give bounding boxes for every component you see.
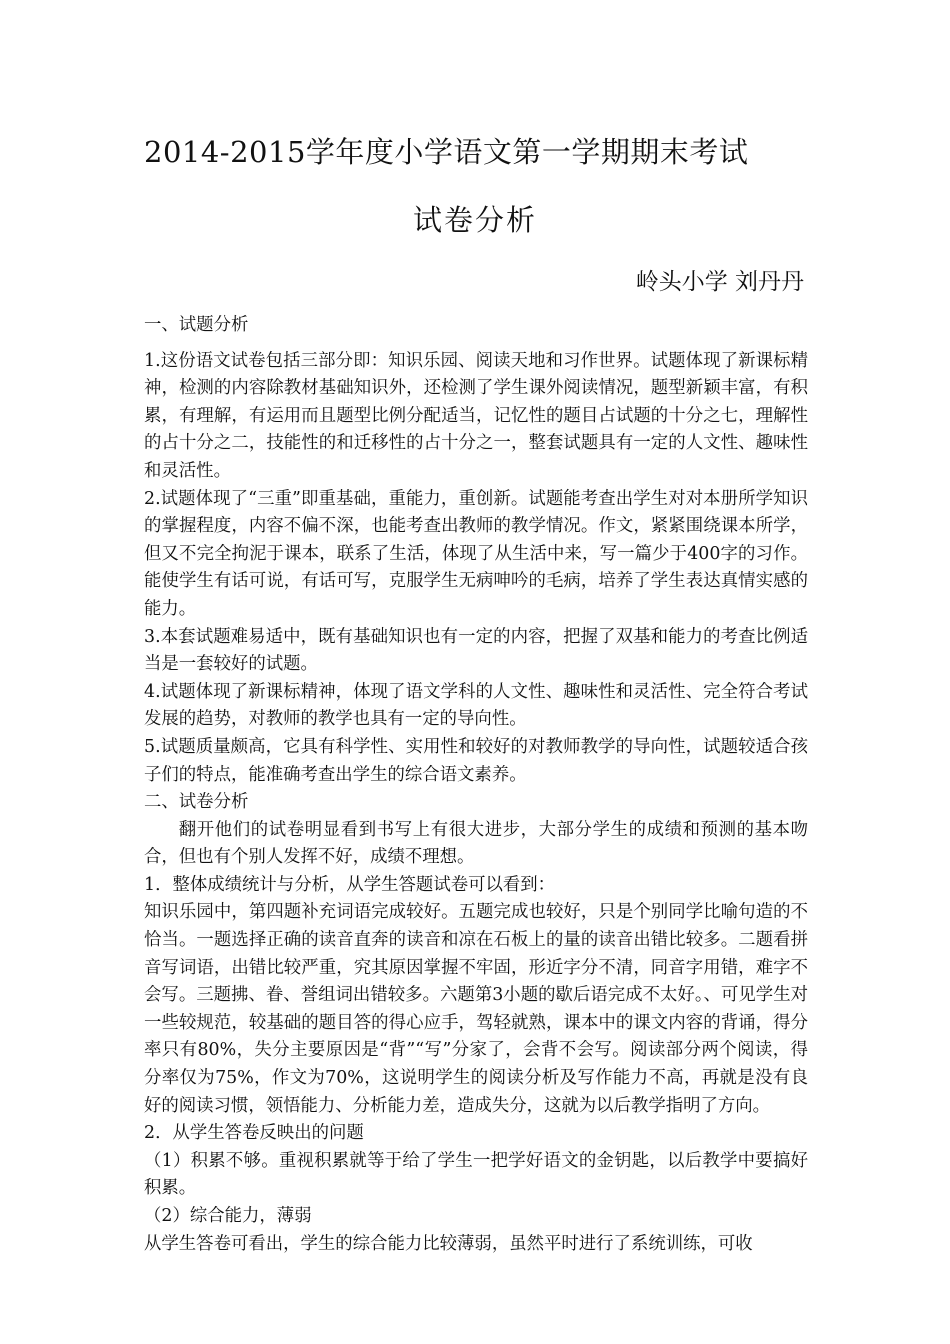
subheading-point-2: （2）综合能力，薄弱 [144,1206,312,1226]
document-author: 岭头小学 刘丹丹 [635,269,804,295]
paragraph-analysis: 知识乐园中，第四题补充词语完成较好。五题完成也较好，只是个别同学比喻句造的不恰当。一题选择正确的读音直奔的读音和凉在石板上的量的读音出错比较多。二题看拼音写词语，出错比较严重，究其原因掌握不牢固，形近字分不清，同音字用错，难字不会写。三题拂、眷、誉组词出错较多。六题第3小题的歇后语完成不太好。、可见学生对一些较规范，较基础的题目答的得心应手，驾轻就熟，课本中的课文内容的背诵，得分率只有80%，失分主要原因是“背”“写”分家了，会背不会写。阅读部分两个阅读，得分率仅为75%，作文为70%，这说明学生的阅读分析及写作能力不高，再就是没有良好的阅读习惯，领悟能力、分析能力差，造成失分，这就为以后教学指明了方向。 [144,902,808,1116]
subheading-1: 1．整体成绩统计与分析，从学生答题试卷可以看到： [144,874,556,895]
document-body [144,312,808,1258]
paragraph-point-2: 从学生答卷可看出，学生的综合能力比较薄弱，虽然平时进行了系统训练，可收 [144,1233,753,1254]
section-heading-1: 一、试题分析 [144,315,249,335]
paragraph-item-2: 2.试题体现了“三重”即重基础，重能力，重创新。试题能考查出学生对对本册所学知识的掌握程度，内容不偏不深，也能考查出教师的教学情况。作文，紧紧围绕课本所学，但又不完全拘泥于课本，联系了生活，体现了从生活中来，写一篇少于400字的习作。能使学生有话可说，有话可写，克服学生无病呻吟的毛病，培养了学生表达真情实感的能力。 [144,488,808,619]
paragraph-item-4: 4.试题体现了新课标精神，体现了语文学科的人文性、趣味性和灵活性、完全符合考试发展的趋势，对教师的教学也具有一定的导向性。 [144,681,808,730]
paragraph-item-5: 5.试题质量颇高，它具有科学性、实用性和较好的对教师教学的导向性，试题较适合孩子们的特点，能准确考查出学生的综合语文素养。 [144,736,808,785]
section-heading-2: 二、试卷分析 [144,792,249,813]
paragraph-item-3: 3.本套试题难易适中，既有基础知识也有一定的内容，把握了双基和能力的考查比例适当是一套较好的试题。 [144,626,808,675]
paragraph-point-1: （1）积累不够。重视积累就等于给了学生一把学好语文的金钥匙，以后教学中要搞好积累。 [144,1150,808,1199]
document-subtitle: 试卷分析 [412,203,537,237]
paragraph-item-1: 1.这份语文试卷包括三部分即：知识乐园、阅读天地和习作世界。试题体现了新课标精神，检测的内容除教材基础知识外，还检测了学生课外阅读情况，题型新颖丰富，有积累，有理解，有运用而且题型比例分配适当，记忆性的题目占试题的十分之七，理解性的占十分之二，技能性的和迁移性的占十分之一，整套试题具有一定的人文性、趣味性和灵活性。 [144,350,808,481]
subheading-2: 2．从学生答卷反映出的问题 [144,1123,364,1144]
document-title: 2014-2015学年度小学语文第一学期期末考试 [144,135,749,169]
paragraph-intro: 翻开他们的试卷明显看到书写上有很大进步，大部分学生的成绩和预测的基本吻合，但也有个别人发挥不好，成绩不理想。 [144,819,808,868]
